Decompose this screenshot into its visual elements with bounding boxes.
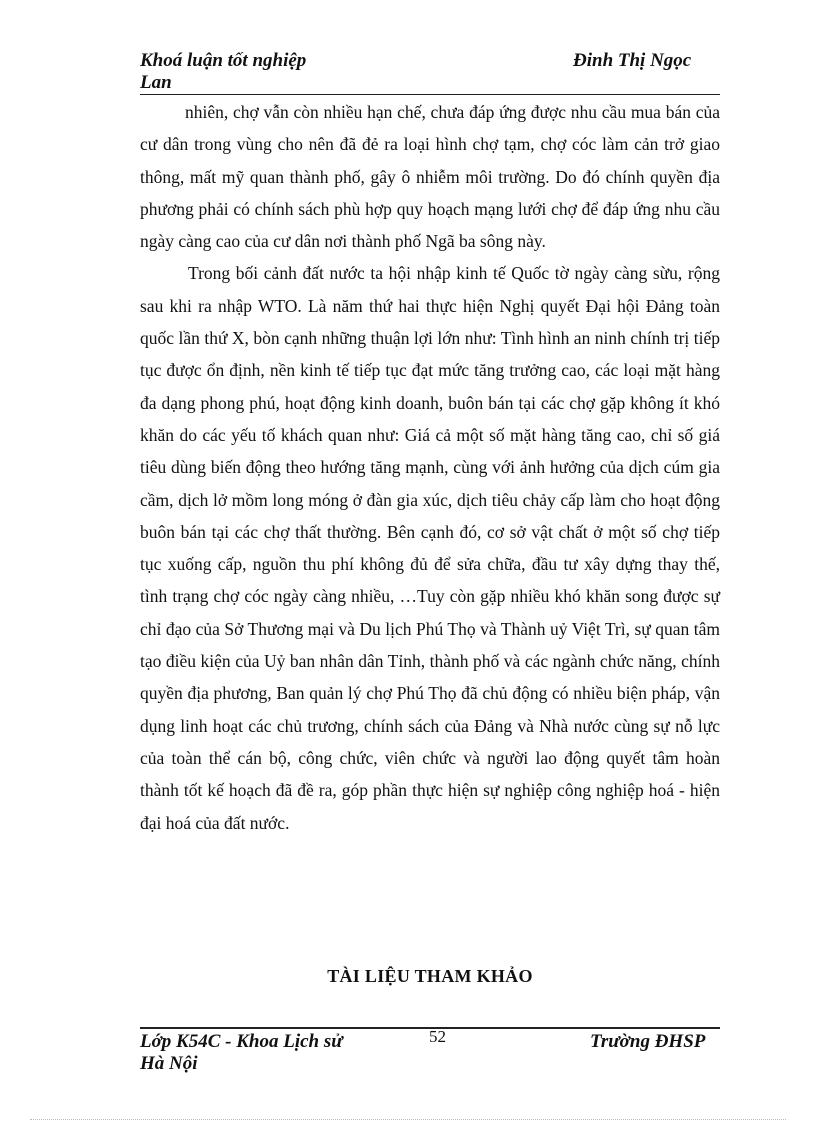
header-divider [140, 94, 720, 95]
header-author: Đinh Thị Ngọc [573, 50, 692, 71]
paragraph-continued: nhiên, chợ vẫn còn nhiều hạn chế, chưa đáp ứng được nhu cầu mua bán của cư dân trong vùng cho nên đã đẻ ra loại hình chợ tạm, chợ cóc làm cản trở giao thông, mất mỹ quan thành phố, gây ô nhiễm môi trường. Do đó chính quyền địa phương phải có chính sách phù hợp quy hoạch mạng lưới chợ để đáp ứng nhu cầu ngày càng cao của cư dân nơi thành phố Ngã ba sông này. [140, 102, 720, 252]
footer-city: Hà Nội [140, 1053, 198, 1074]
page-number: 52 [429, 1027, 446, 1046]
header-author-surname: Lan [140, 72, 172, 93]
header-title: Khoá luận tốt nghiệp [140, 50, 307, 71]
header-left [140, 50, 306, 94]
page-bottom-border [30, 1119, 786, 1120]
footer-class: Lớp K54C - Khoa Lịch sử [140, 1031, 343, 1052]
footer-left [140, 1031, 343, 1075]
section-title: TÀI LIỆU THAM KHẢO [327, 966, 533, 986]
footer-university: Trường ĐHSP [590, 1031, 706, 1052]
document-body [140, 96, 720, 839]
paragraph: Trong bối cảnh đất nước ta hội nhập kinh tế Quốc tờ ngày càng sừu, rộng sau khi ra nhập WTO. Là năm thứ hai thực hiện Nghị quyết Đại hội Đảng toàn quốc lần thứ X, bòn cạnh những thuận lợi lớn như: Tình hình an ninh chính trị tiếp tục được ổn định, nền kinh tế tiếp tục đạt mức tăng trưởng cao, các loại mặt hàng đa dạng phong phú, hoạt động kinh doanh, buôn bán tại các chợ gặp không ít khó khăn do các yếu tố khách quan như: Giá cả một số mặt hàng tăng cao, chỉ số giá tiêu dùng biến động theo hướng tăng mạnh, cùng với ảnh hưởng của dịch cúm gia cầm, dịch lở mồm long móng ở đàn gia xúc, dịch tiêu chảy cấp làm cho hoạt động buôn bán tại các chợ thất thường. Bên cạnh đó, cơ sở vật chất ở một số chợ tiếp tục xuống cấp, nguồn thu phí không đủ để sửa chữa, đầu tư xây dựng thay thế, tình trạng chợ cóc ngày càng nhiều, …Tuy còn gặp nhiều khó khăn song được sự chỉ đạo của Sở Thương mại và Du lịch Phú Thọ và Thành uỷ Việt Trì, sự quan tâm tạo điều kiện của Uỷ ban nhân dân Tỉnh, thành phố và các ngành chức năng, chính quyền địa phương, Ban quản lý chợ Phú Thọ đã chủ động có nhiều biện pháp, vận dụng linh hoạt các chủ trương, chính sách của Đảng và Nhà nước cùng sự nỗ lực của toàn thể cán bộ, công chức, viên chức và người lao động quyết tâm hoàn thành tốt kế hoạch đã đề ra, góp phần thực hiện sự nghiệp công nghiệp hoá - hiện đại hoá của đất nước. [140, 263, 720, 833]
